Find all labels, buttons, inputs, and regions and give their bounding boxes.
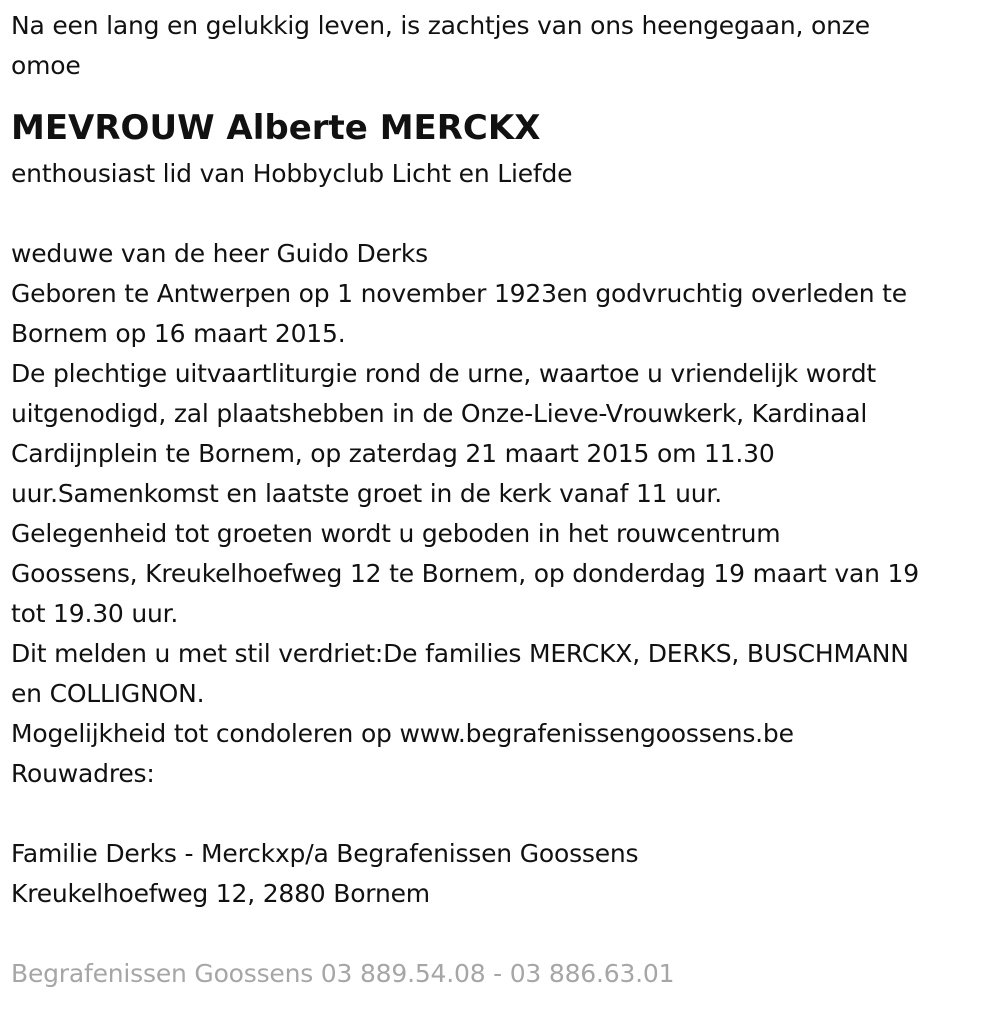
body-line: Bornem op 16 maart 2015. — [11, 319, 346, 348]
deceased-name: MEVROUW Alberte MERCKX — [11, 108, 541, 148]
body-line: weduwe van de heer Guido Derks — [11, 239, 428, 268]
address-line: Familie Derks - Merckxp/a Begrafenissen Goossens — [11, 839, 639, 868]
subtitle: enthousiast lid van Hobbyclub Licht en Liefde — [11, 159, 573, 188]
body-line: Geboren te Antwerpen op 1 november 1923en godvruchtig overleden te — [11, 279, 907, 308]
notice-body — [11, 234, 986, 794]
spacer — [11, 794, 986, 834]
body-line: uitgenodigd, zal plaatshebben in de Onze-Lieve-Vrouwkerk, Kardinaal — [11, 399, 868, 428]
body-line: De plechtige uitvaartliturgie rond de urne, waartoe u vriendelijk wordt — [11, 359, 877, 388]
funeral-home-contact: Begrafenissen Goossens 03 889.54.08 - 03 886.63.01 — [11, 959, 675, 988]
intro-text — [11, 6, 986, 86]
body-line: en COLLIGNON. — [11, 679, 205, 708]
body-line: Cardijnplein te Bornem, op zaterdag 21 maart 2015 om 11.30 — [11, 439, 775, 468]
body-line: uur.Samenkomst en laatste groet in de kerk vanaf 11 uur. — [11, 479, 722, 508]
body-line: Dit melden u met stil verdriet:De families MERCKX, DERKS, BUSCHMANN — [11, 639, 909, 668]
mourning-address — [11, 834, 986, 914]
body-line: Mogelijkheid tot condoleren op www.begrafenissengoossens.be — [11, 719, 794, 748]
obituary-notice — [11, 6, 986, 994]
intro-line: Na een lang en gelukkig leven, is zachtjes van ons heengegaan, onze — [11, 11, 870, 40]
spacer — [11, 194, 986, 234]
body-line: Goossens, Kreukelhoefweg 12 te Bornem, op donderdag 19 maart van 19 — [11, 559, 919, 588]
body-line: Gelegenheid tot groeten wordt u geboden in het rouwcentrum — [11, 519, 781, 548]
body-line: tot 19.30 uur. — [11, 599, 179, 628]
address-line: Kreukelhoefweg 12, 2880 Bornem — [11, 879, 430, 908]
spacer — [11, 914, 986, 954]
intro-line: omoe — [11, 51, 81, 80]
body-line: Rouwadres: — [11, 759, 155, 788]
